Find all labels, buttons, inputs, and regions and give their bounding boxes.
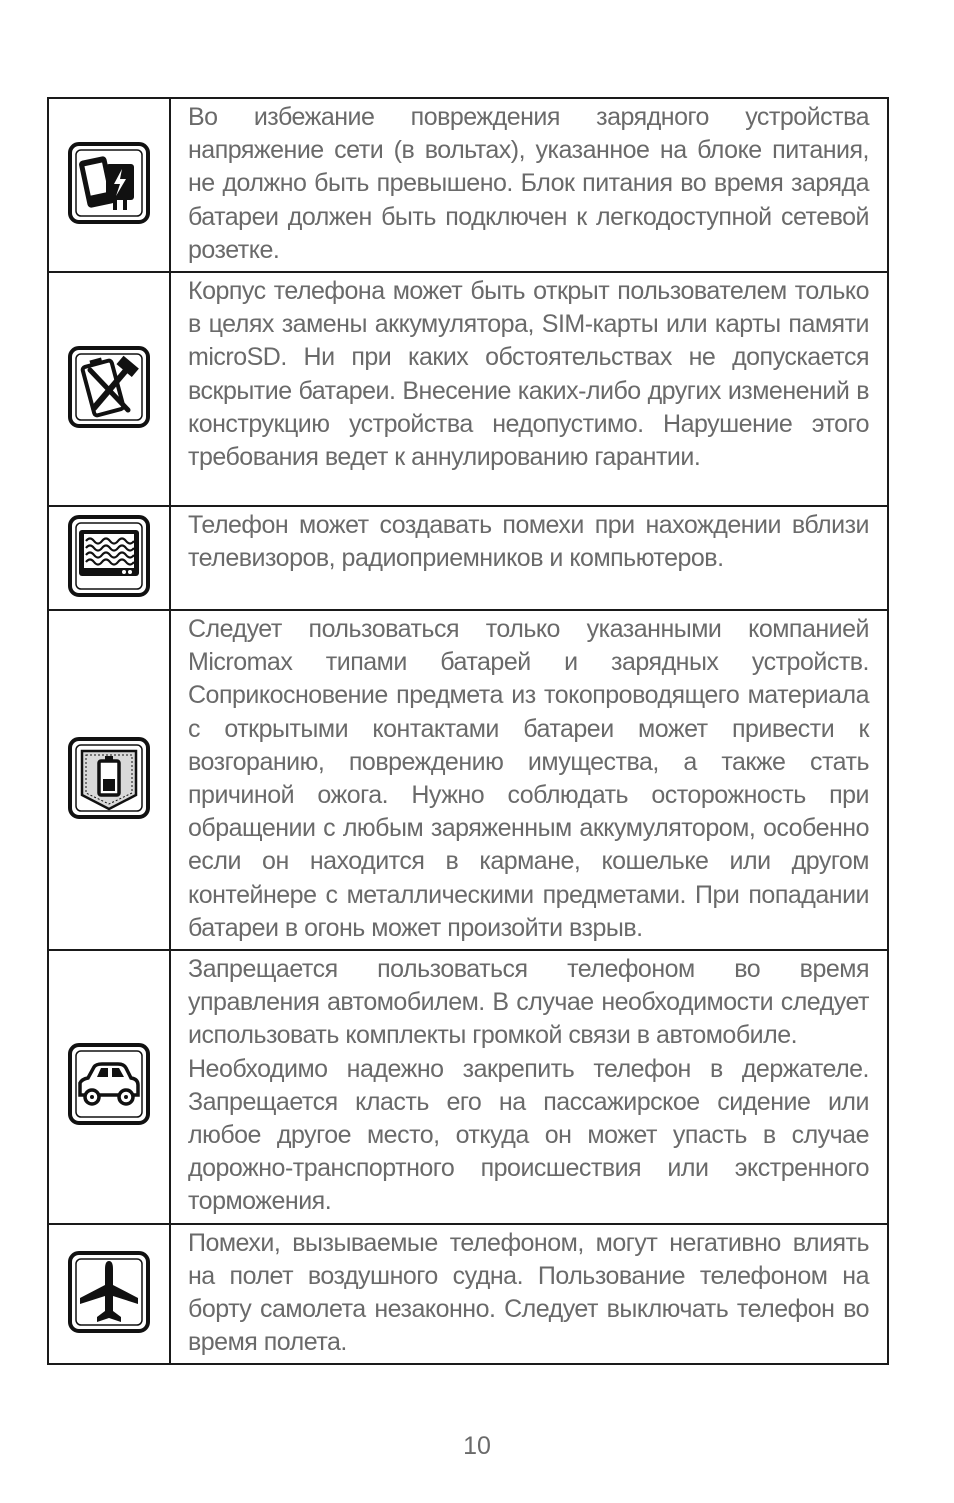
no-disassembly-icon [68, 346, 150, 428]
icon-cell [48, 610, 170, 950]
text-cell [170, 1224, 888, 1365]
safety-text: Следует пользоваться только указанными компанией Micromax типами батарей и зарядных устройств. Соприкосновение предмета из токопроводящего материала с открытыми контактами батареи может привести к возгоранию, повреждению имущества, а также стать причиной ожога. Нужно соблюдать осторожность при обращении с любым заряженным аккумулятором, особенно если он находится в кармане, кошельке или другом контейнере с металлическими предметами. При попадании батареи в огонь может произойти взрыв. [188, 615, 869, 942]
charger-icon [68, 142, 150, 224]
text-cell [170, 272, 888, 506]
icon-cell [48, 1224, 170, 1365]
safety-row-interference [48, 506, 888, 610]
car-icon [68, 1043, 150, 1125]
safety-row-no-disassembly [48, 272, 888, 506]
battery-icon [68, 737, 150, 819]
text-cell [170, 506, 888, 610]
text-cell [170, 98, 888, 272]
icon-cell [48, 950, 170, 1224]
safety-row-charger [48, 98, 888, 272]
airplane-icon [68, 1251, 150, 1333]
safety-row-airplane [48, 1224, 888, 1365]
safety-table [47, 97, 889, 1365]
icon-cell [48, 272, 170, 506]
icon-cell [48, 98, 170, 272]
safety-text: Корпус телефона может быть открыт пользователем только в целях замены аккумулятора, SIM-карты или карты памяти microSD. Ни при каких обстоятельствах не допускается вскрытие батареи. Внесение каких-либо других изменений в конструкцию устройства недопустимо. Нарушение этого требования ведет к аннулированию гарантии. [188, 277, 869, 472]
interference-icon [68, 515, 150, 597]
safety-text: Запрещается пользоваться телефоном во время управления автомобилем. В случае необходимости следует использовать комплекты громкой связи в автомобиле. [188, 955, 869, 1050]
page-number: 10 [463, 1432, 491, 1460]
safety-row-car [48, 950, 888, 1224]
text-cell [170, 950, 888, 1224]
safety-text: Во избежание повреждения зарядного устройства напряжение сети (в вольтах), указанное на блоке питания, не должно быть превышено. Блок питания во время заряда батареи должен быть подключен к легкодоступной сетевой розетке. [188, 103, 869, 264]
safety-text: Помехи, вызываемые телефоном, могут негативно влиять на полет воздушного судна. Пользование телефоном на борту самолета незаконно. Следует выключать телефон во время полета. [188, 1228, 869, 1357]
icon-cell [48, 506, 170, 610]
safety-row-battery [48, 610, 888, 950]
safety-text: Необходимо надежно закрепить телефон в держателе. Запрещается класть его на пассажирское сидение или любое другое место, откуда он может упасть в случае дорожно-транспортного происшествия или экстренного торможения. [188, 1054, 869, 1216]
text-cell [170, 610, 888, 950]
safety-text: Телефон может создавать помехи при нахождении вблизи телевизоров, радиоприемников и компьютеров. [188, 511, 869, 573]
